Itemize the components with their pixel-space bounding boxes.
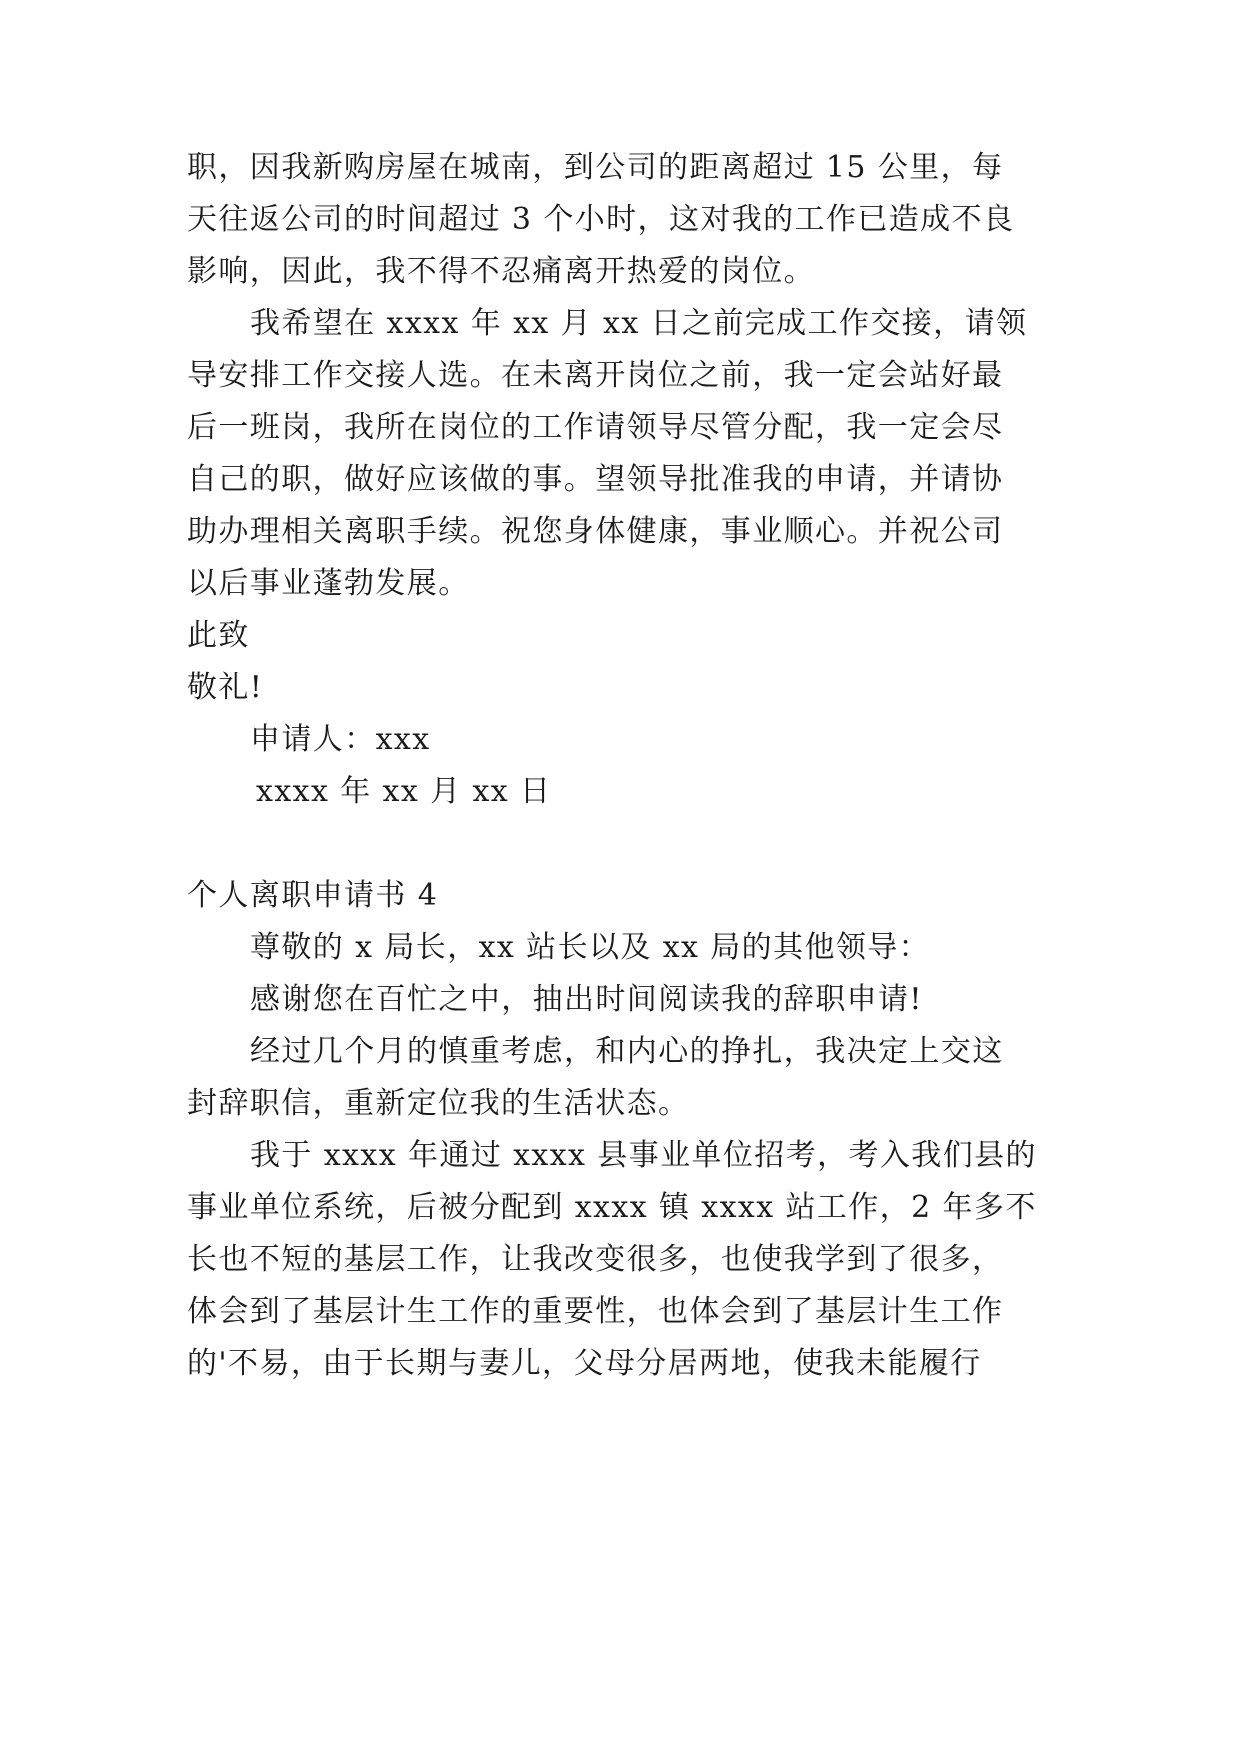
paragraph-line: 长也不短的基层工作，让我改变很多，也使我学到了很多， xyxy=(187,1242,1004,1277)
paragraph-line: 天往返公司的时间超过 3 个小时，这对我的工作已造成不良 xyxy=(187,202,1015,237)
paragraph-line: 导安排工作交接人选。在未离开岗位之前，我一定会站好最 xyxy=(187,358,1004,393)
section-title: 个人离职申请书 4 xyxy=(187,878,439,913)
closing-text: 此致 xyxy=(187,618,250,653)
paragraph-line: 自己的职，做好应该做的事。望领导批准我的申请，并请协 xyxy=(187,462,1004,497)
paragraph-line: 体会到了基层计生工作的重要性，也体会到了基层计生工作 xyxy=(187,1294,1004,1329)
paragraph-line: 事业单位系统，后被分配到 xxxx 镇 xxxx 站工作，2 年多不 xyxy=(187,1190,1037,1225)
greeting-text: 尊敬的 x 局长，xx 站长以及 xx 局的其他领导： xyxy=(250,930,931,965)
paragraph-line: 的'不易，由于长期与妻儿，父母分居两地，使我未能履行 xyxy=(187,1346,982,1381)
paragraph-line: 我于 xxxx 年通过 xxxx 县事业单位招考，考入我们县的 xyxy=(250,1138,1037,1173)
applicant-signature: 申请人：xxx xyxy=(250,722,431,757)
salute-text: 敬礼! xyxy=(187,670,264,705)
paragraph-line: 以后事业蓬勃发展。 xyxy=(187,566,470,601)
paragraph-line: 影响，因此，我不得不忍痛离开热爱的岗位。 xyxy=(187,254,815,289)
paragraph-line: 职，因我新购房屋在城南，到公司的距离超过 15 公里，每 xyxy=(187,150,1004,185)
paragraph-line: 我希望在 xxxx 年 xx 月 xx 日之前完成工作交接，请领 xyxy=(250,306,1028,341)
signature-date: xxxx 年 xx 月 xx 日 xyxy=(256,774,552,809)
paragraph-line: 后一班岗，我所在岗位的工作请领导尽管分配，我一定会尽 xyxy=(187,410,1004,445)
paragraph-line: 经过几个月的慎重考虑，和内心的挣扎，我决定上交这 xyxy=(250,1034,1004,1069)
thanks-text: 感谢您在百忙之中，抽出时间阅读我的辞职申请! xyxy=(250,982,923,1017)
paragraph-line: 封辞职信，重新定位我的生活状态。 xyxy=(187,1086,690,1121)
paragraph-line: 助办理相关离职手续。祝您身体健康，事业顺心。并祝公司 xyxy=(187,514,1004,549)
